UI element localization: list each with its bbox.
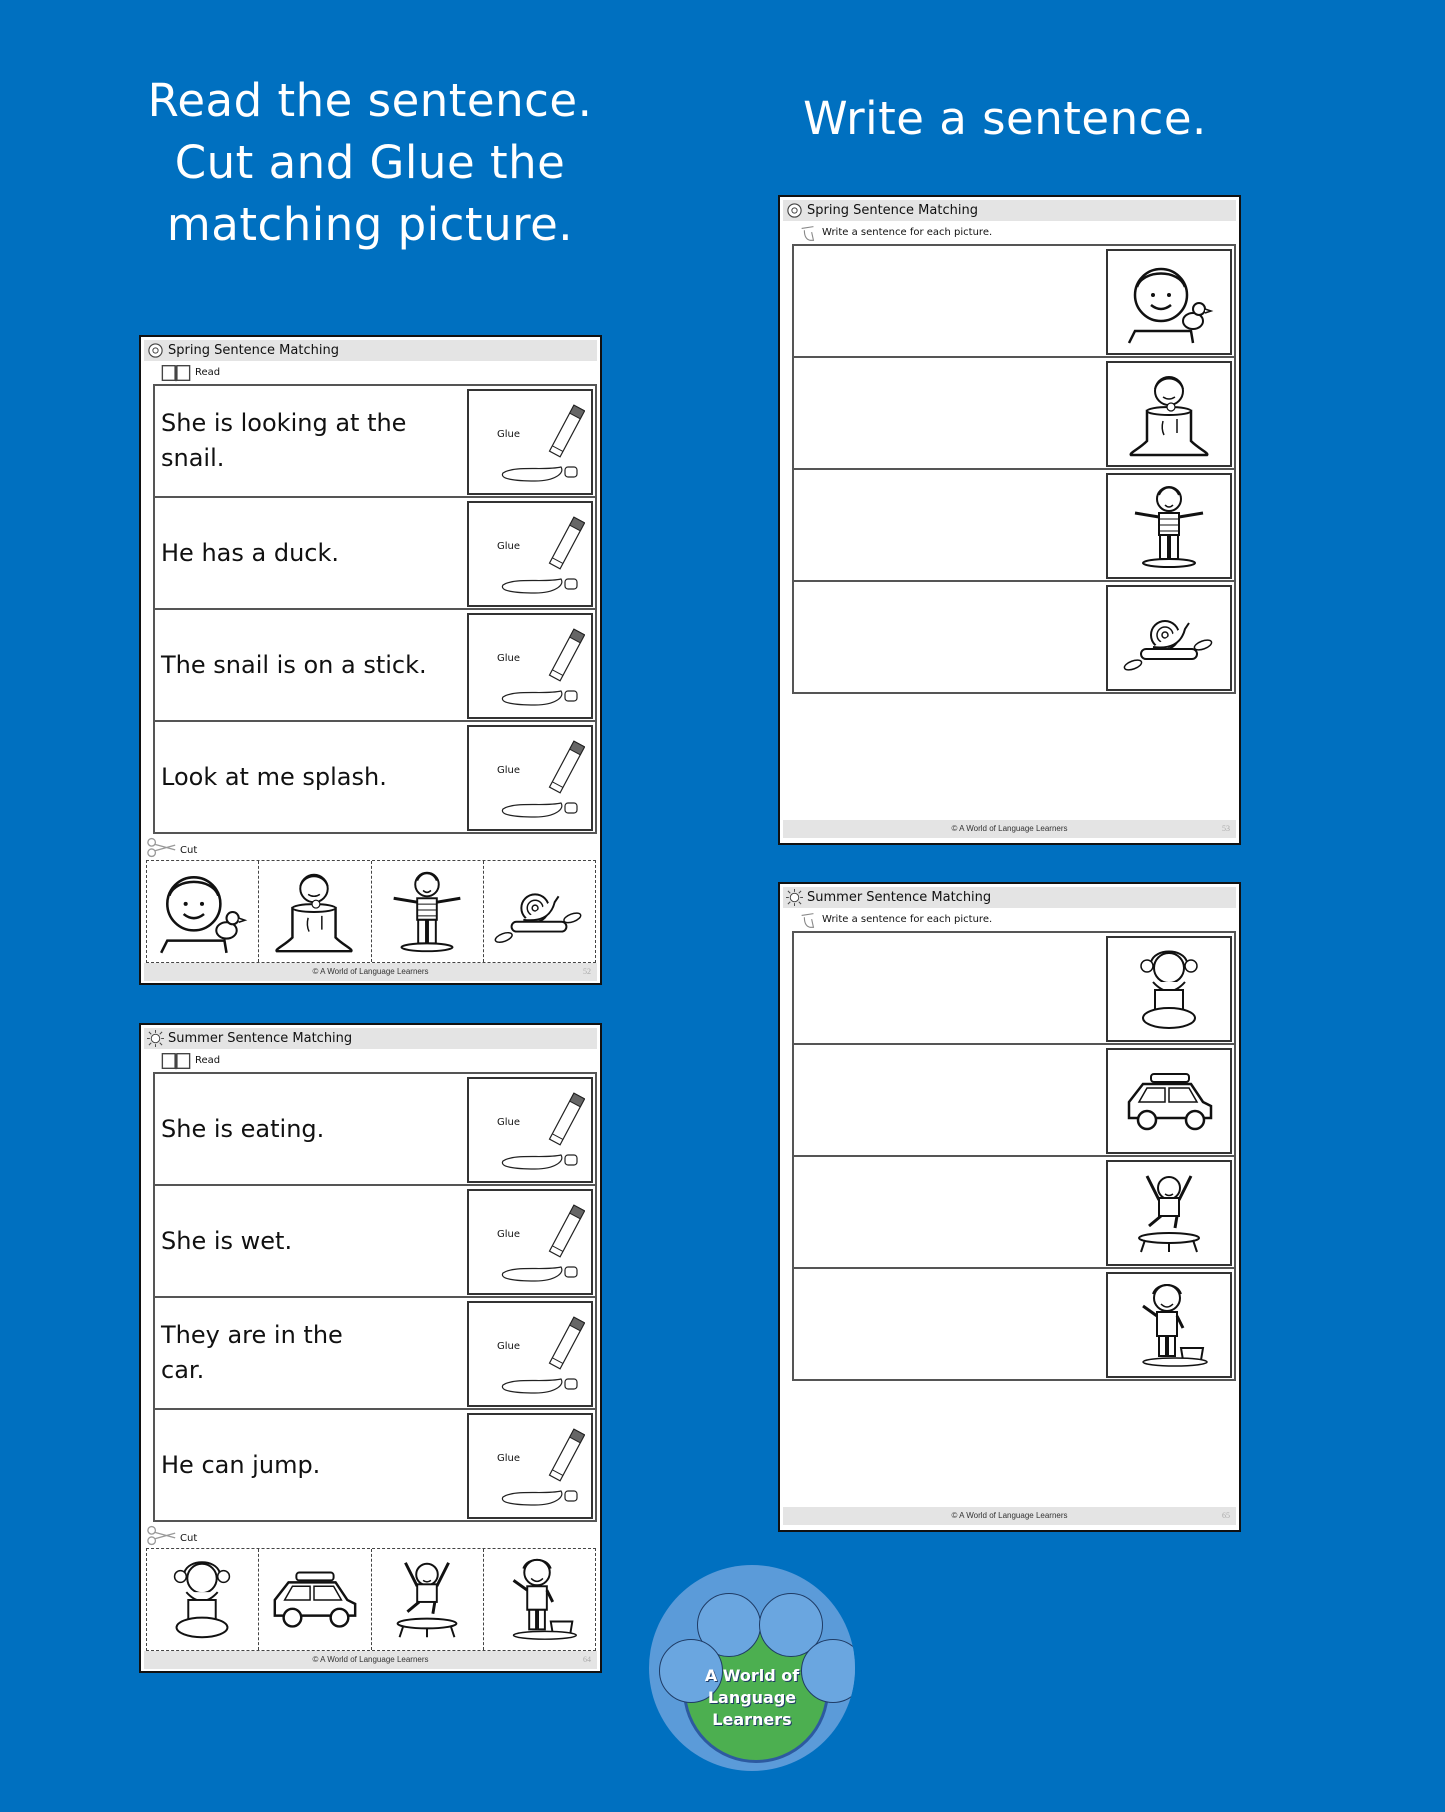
glue-label: Glue [497, 1117, 521, 1128]
cut-picture-boy-trampoline[interactable] [372, 1549, 484, 1650]
cut-out-pictures [146, 860, 596, 963]
sentence-text: The snail is on a stick. [161, 650, 427, 679]
sentence-table [153, 384, 597, 834]
worksheet-title: Spring Sentence Matching [168, 343, 339, 358]
writing-row [794, 246, 1234, 358]
scissors-icon [146, 1524, 178, 1548]
glue-stick-icon [495, 1089, 585, 1175]
sentence-text: He can jump. [161, 1450, 321, 1479]
worksheet-title: Summer Sentence Matching [807, 890, 992, 905]
kids-in-car-image [265, 1553, 363, 1645]
glue-label: Glue [497, 429, 521, 440]
glue-box[interactable] [467, 389, 593, 495]
glue-label: Glue [497, 541, 521, 552]
snail-on-stick-image [1118, 593, 1220, 683]
worksheet-header [144, 340, 597, 361]
sentence-row [155, 722, 595, 832]
cut-picture-girl-splashing[interactable] [372, 861, 484, 962]
worksheet-spring-cut-glue [139, 335, 602, 985]
girl-eating-watermelon-image [1118, 944, 1220, 1034]
sentence-text: She is wet. [161, 1226, 293, 1255]
headline-line: Read the sentence. [147, 74, 593, 127]
glue-stick-icon [495, 1201, 585, 1287]
copyright-text: © A World of Language Learners [951, 1511, 1068, 1520]
headline-line: Cut and Glue the [174, 136, 566, 189]
pencil-hand-icon [798, 223, 818, 243]
writing-row [794, 358, 1234, 470]
worksheet-summer-write [778, 882, 1241, 1532]
sentence-row [155, 1074, 595, 1186]
writing-row [794, 582, 1234, 692]
writing-row [794, 933, 1234, 1045]
worksheet-footer [144, 963, 597, 981]
writing-row [794, 1045, 1234, 1157]
flower-icon [147, 342, 164, 359]
headline-line: matching picture. [166, 198, 574, 251]
writing-area[interactable] [800, 358, 1090, 468]
copyright-text: © A World of Language Learners [312, 967, 429, 976]
section-read [159, 1050, 220, 1071]
glue-box[interactable] [467, 613, 593, 719]
glue-box[interactable] [467, 501, 593, 607]
writing-table [792, 244, 1236, 694]
cut-section-label [146, 836, 197, 858]
picture-box [1106, 1048, 1232, 1154]
boy-with-duck-image [1118, 257, 1220, 347]
worksheet-summer-cut-glue [139, 1023, 602, 1673]
sentence-text: She is looking at the snail. [161, 409, 407, 472]
picture-box [1106, 1272, 1232, 1378]
page-number: 65 [1222, 1511, 1230, 1520]
section-write [798, 222, 992, 243]
picture-box [1106, 361, 1232, 467]
book-icon [159, 363, 193, 383]
logo-line: Learners [712, 1710, 792, 1729]
glue-box[interactable] [467, 725, 593, 831]
writing-area[interactable] [800, 1045, 1090, 1155]
worksheet-title: Spring Sentence Matching [807, 203, 978, 218]
boy-on-trampoline-image [1118, 1168, 1220, 1258]
writing-area[interactable] [800, 246, 1090, 356]
worksheet-title: Summer Sentence Matching [168, 1031, 353, 1046]
cut-picture-boy-with-duck[interactable] [147, 861, 259, 962]
girl-splashing-image [1118, 481, 1220, 571]
logo-line: A World of [704, 1666, 800, 1685]
cut-picture-girl-on-stump[interactable] [259, 861, 371, 962]
writing-area[interactable] [800, 470, 1090, 580]
headline-cut-glue [110, 70, 630, 256]
section-read [159, 362, 220, 383]
sun-icon [147, 1030, 164, 1047]
girl-splashing-image [378, 865, 476, 957]
glue-stick-icon [495, 1313, 585, 1399]
glue-label: Glue [497, 765, 521, 776]
boy-on-trampoline-image [378, 1553, 476, 1645]
copyright-text: © A World of Language Learners [951, 824, 1068, 833]
sentence-row [155, 610, 595, 722]
glue-box[interactable] [467, 1077, 593, 1183]
section-label: Read [195, 367, 221, 378]
boy-with-duck-image [153, 865, 251, 957]
sentence-row [155, 1186, 595, 1298]
scissors-icon [146, 836, 178, 860]
logo-text [649, 1665, 855, 1731]
glue-box[interactable] [467, 1301, 593, 1407]
worksheet-spring-write [778, 195, 1241, 845]
cut-picture-girl-wet[interactable] [484, 1549, 595, 1650]
section-label: Read [195, 1055, 221, 1066]
glue-label: Glue [497, 653, 521, 664]
worksheet-header [144, 1028, 597, 1049]
flower-icon [786, 202, 803, 219]
writing-row [794, 1269, 1234, 1379]
writing-row [794, 470, 1234, 582]
writing-area[interactable] [800, 1157, 1090, 1267]
sentence-text: They are in the car. [161, 1321, 343, 1384]
snail-on-stick-image [490, 865, 588, 957]
sentence-text: She is eating. [161, 1114, 325, 1143]
girl-eating-watermelon-image [153, 1553, 251, 1645]
girl-wet-image [490, 1553, 588, 1645]
worksheet-footer [783, 1507, 1236, 1525]
sentence-text: He has a duck. [161, 538, 339, 567]
sentence-text: Look at me splash. [161, 762, 387, 791]
cut-label-text: Cut [180, 1533, 198, 1544]
worksheet-footer [783, 820, 1236, 838]
glue-stick-icon [495, 401, 585, 487]
pencil-hand-icon [798, 910, 818, 930]
sentence-row [155, 1410, 595, 1520]
logo-line: Language [707, 1688, 797, 1707]
cut-picture-kids-in-car[interactable] [259, 1549, 371, 1650]
girl-wet-image [1118, 1280, 1220, 1370]
glue-stick-icon [495, 513, 585, 599]
sentence-row [155, 498, 595, 610]
copyright-text: © A World of Language Learners [312, 1655, 429, 1664]
page-number: 53 [1222, 824, 1230, 833]
sentence-row [155, 1298, 595, 1410]
section-label: Write a sentence for each picture. [822, 227, 993, 238]
glue-label: Glue [497, 1341, 521, 1352]
cut-picture-snail-on-stick[interactable] [484, 861, 595, 962]
writing-table [792, 931, 1236, 1381]
picture-box [1106, 585, 1232, 691]
glue-label: Glue [497, 1229, 521, 1240]
headline-write: Write a sentence. [803, 92, 1207, 145]
sentence-row [155, 386, 595, 498]
picture-box [1106, 936, 1232, 1042]
worksheet-header [783, 200, 1236, 221]
girl-on-stump-image [1118, 369, 1220, 459]
glue-stick-icon [495, 1425, 585, 1511]
glue-box[interactable] [467, 1189, 593, 1295]
glue-label: Glue [497, 1453, 521, 1464]
picture-box [1106, 1160, 1232, 1266]
picture-box [1106, 473, 1232, 579]
writing-area[interactable] [800, 933, 1090, 1043]
glue-box[interactable] [467, 1413, 593, 1519]
picture-box [1106, 249, 1232, 355]
brand-logo [649, 1565, 855, 1771]
girl-on-stump-image [265, 865, 363, 957]
worksheet-footer [144, 1651, 597, 1669]
cut-picture-girl-eating[interactable] [147, 1549, 259, 1650]
worksheet-header [783, 887, 1236, 908]
sentence-table [153, 1072, 597, 1522]
cut-label-text: Cut [180, 845, 198, 856]
section-write [798, 909, 992, 930]
writing-area[interactable] [800, 582, 1090, 692]
book-icon [159, 1051, 193, 1071]
glue-stick-icon [495, 737, 585, 823]
writing-area[interactable] [800, 1269, 1090, 1379]
section-label: Write a sentence for each picture. [822, 914, 993, 925]
writing-row [794, 1157, 1234, 1269]
sun-icon [786, 889, 803, 906]
cut-out-pictures [146, 1548, 596, 1651]
page-number: 52 [583, 967, 591, 976]
glue-stick-icon [495, 625, 585, 711]
cut-section-label [146, 1524, 197, 1546]
page-number: 64 [583, 1655, 591, 1664]
kids-in-car-image [1118, 1056, 1220, 1146]
